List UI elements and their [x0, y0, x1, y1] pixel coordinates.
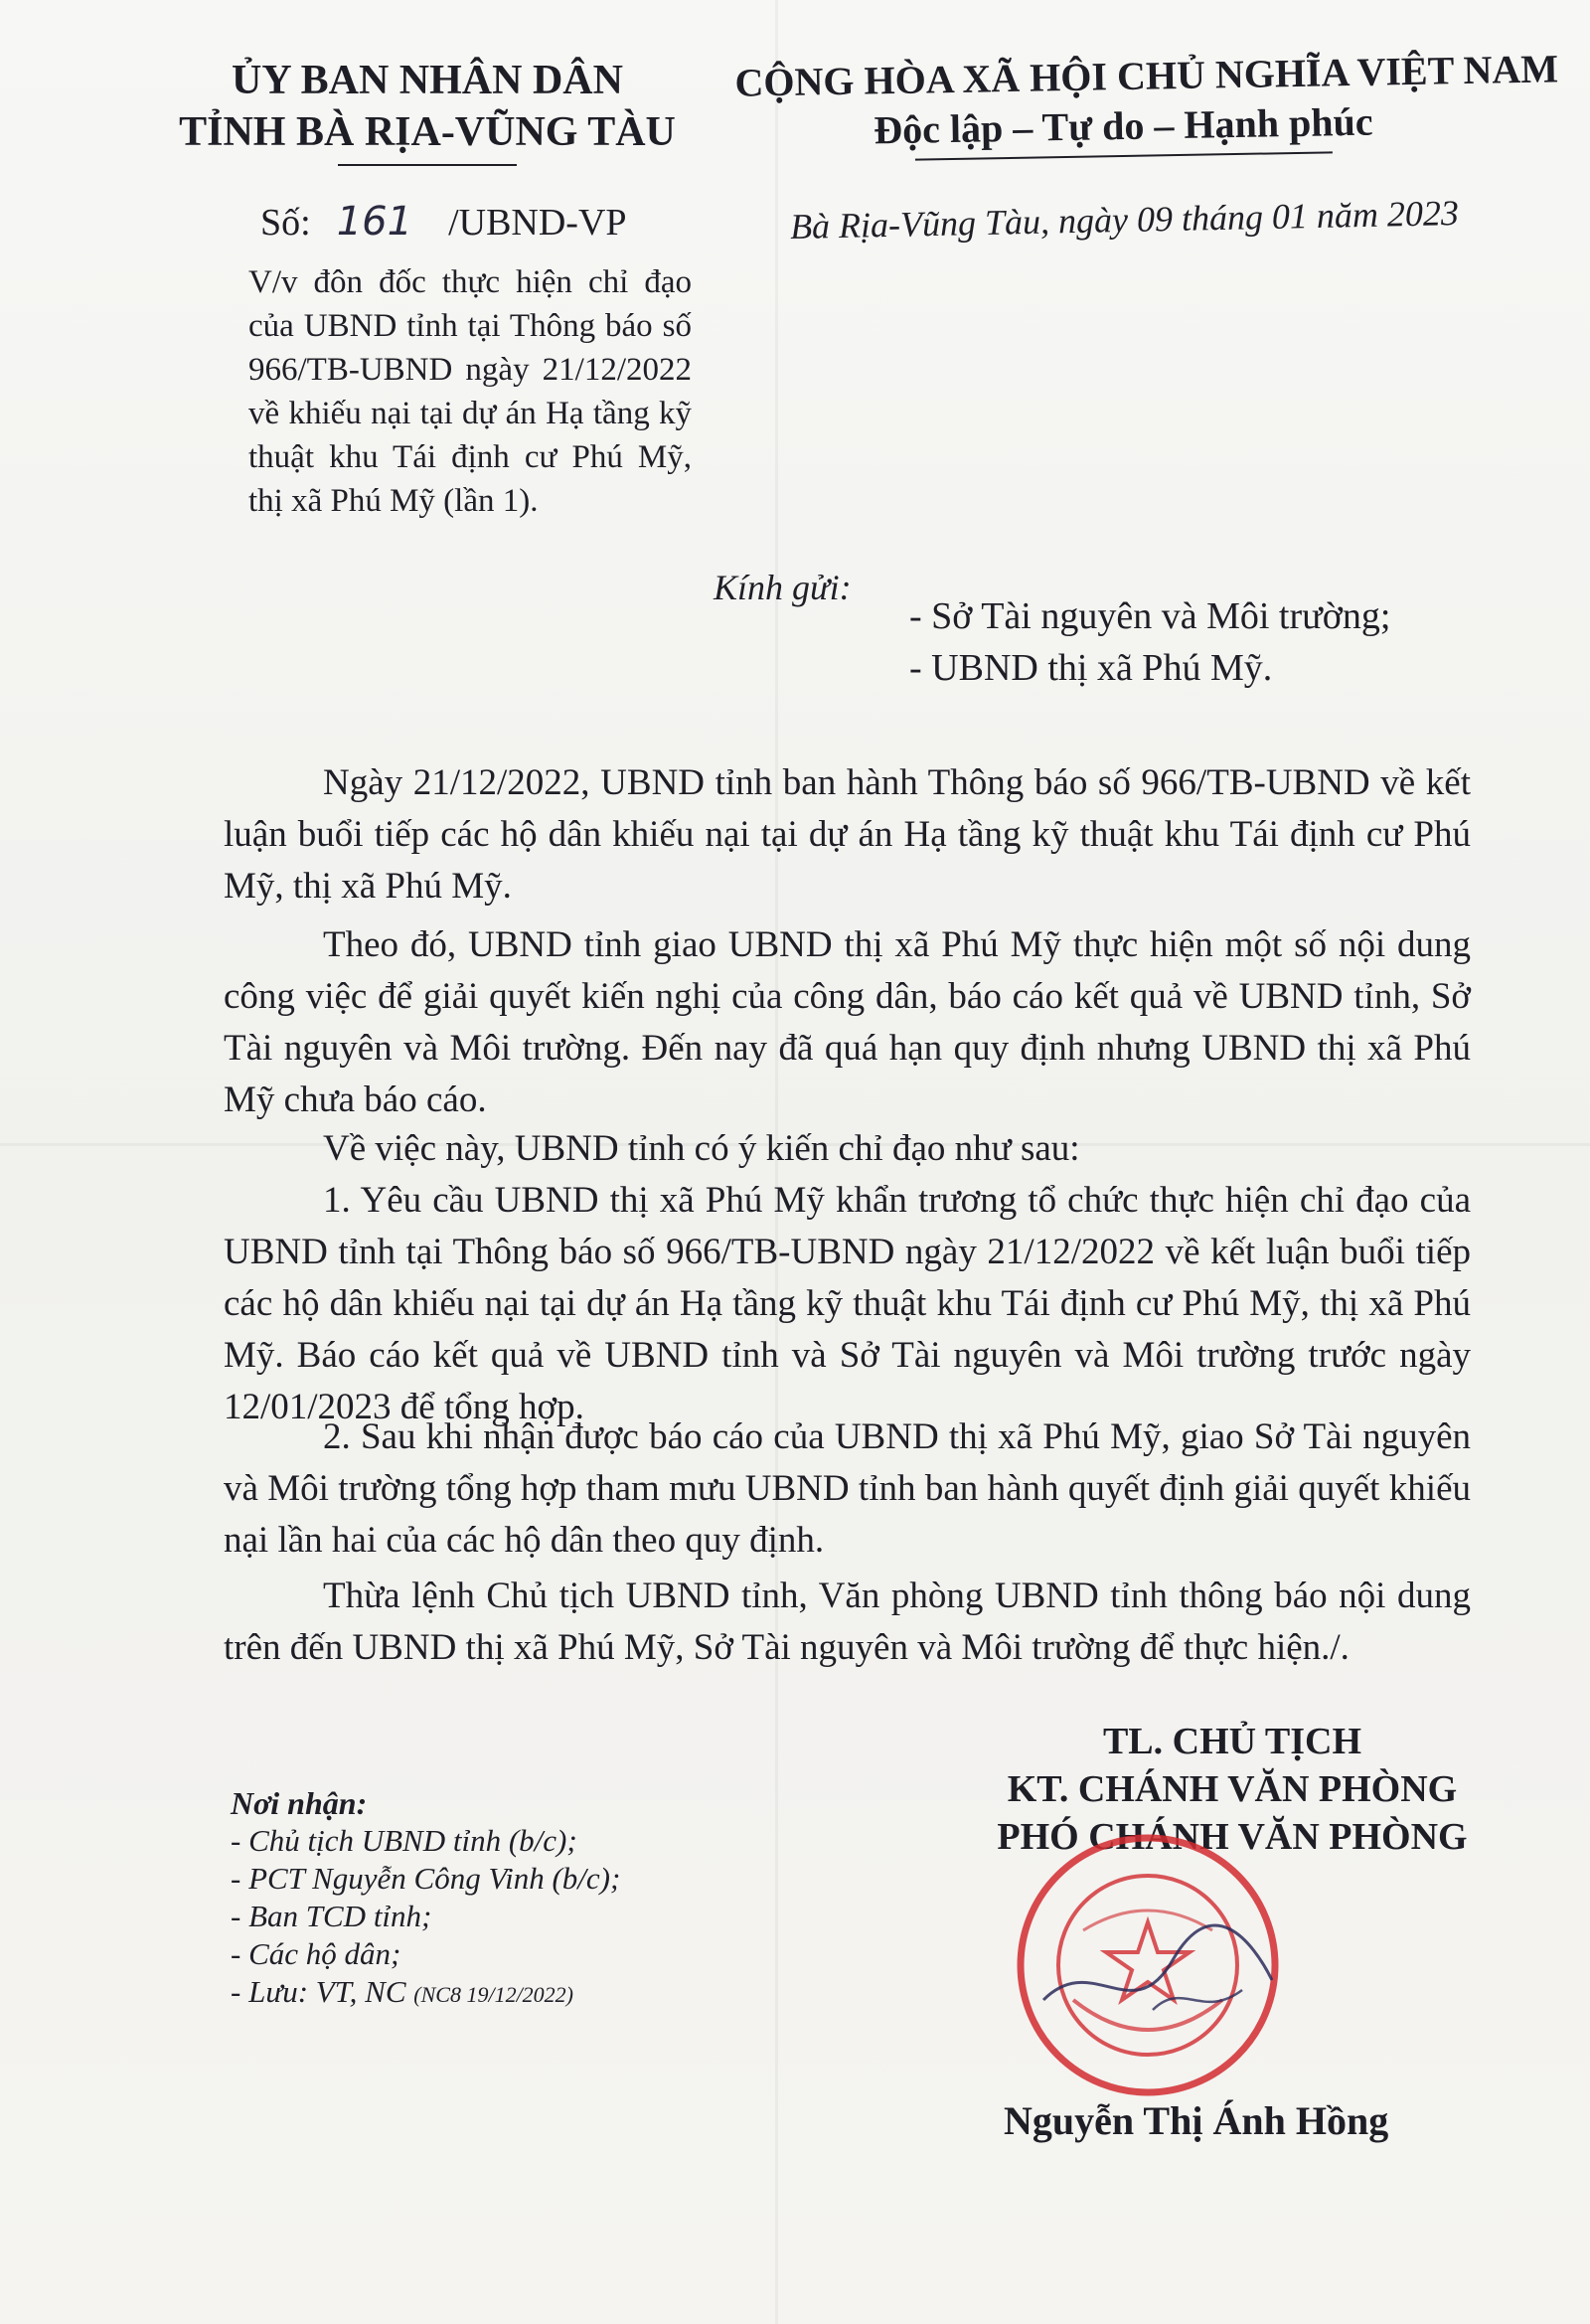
signature-line-1: TL. CHỦ TỊCH [1102, 1721, 1362, 1762]
distribution-item: - PCT Nguyễn Công Vinh (b/c); [231, 1861, 621, 1896]
recipients-label: Kính gửi: [714, 568, 852, 607]
recipient-item: - UBND thị xã Phú Mỹ. [909, 647, 1273, 689]
issuing-organization [149, 55, 706, 166]
so-label: Số: [260, 202, 311, 244]
org-line-1: ỦY BAN NHÂN DÂN [232, 58, 623, 103]
org-underline [338, 164, 517, 166]
distribution-item: - Các hộ dân; [231, 1936, 401, 1971]
distribution-item-luu [231, 1973, 620, 2014]
body-paragraph: Theo đó, UBND tỉnh giao UBND thị xã Phú Mỹ thực hiện một số nội dung công việc để giải quyết kiến nghị của công dân, báo cáo kết quả về UBND tỉnh, Sở Tài nguyên và Môi trường. Đến nay đã quá hạn quy định nhưng UBND thị xã Phú Mỹ chưa báo cáo. [224, 924, 1471, 1120]
signer-name: Nguyễn Thị Ánh Hồng [1004, 2098, 1389, 2143]
signature-line-3: PHÓ CHÁNH VĂN PHÒNG [997, 1816, 1468, 1858]
distribution-title: Nơi nhận: [231, 1785, 368, 1821]
recipient-item: - Sở Tài nguyên và Môi trường; [909, 595, 1391, 637]
luu-reference: (NC8 19/12/2022) [413, 1982, 574, 2007]
body-paragraph: 1. Yêu cầu UBND thị xã Phú Mỹ khẩn trương tổ chức thực hiện chỉ đạo của UBND tỉnh tại Thông báo số 966/TB-UBND ngày 21/12/2022 về kết luận buổi tiếp các hộ dân khiếu nại tại dự án Hạ tầng kỹ thuật khu Tái định cư Phú Mỹ, thị xã Phú Mỹ. Báo cáo kết quả về UBND tỉnh và Sở Tài nguyên và Môi trường trước ngày 12/01/2023 để tổng hợp. [224, 1180, 1471, 1427]
distribution-item: - Ban TCD tỉnh; [231, 1899, 432, 1933]
body-paragraph: Ngày 21/12/2022, UBND tỉnh ban hành Thông báo số 966/TB-UBND về kết luận buổi tiếp các hộ dân khiếu nại tại dự án Hạ tầng kỹ thuật khu Tái định cư Phú Mỹ, thị xã Phú Mỹ. [224, 762, 1471, 907]
nation-motto: Độc lập – Tự do – Hạnh phúc [873, 98, 1373, 153]
signature-line-2: KT. CHÁNH VĂN PHÒNG [1007, 1768, 1458, 1810]
nation-name: CỘNG HÒA XÃ HỘI CHỦ NGHĨA VIỆT NAM [734, 46, 1559, 105]
body-paragraph: Về việc này, UBND tỉnh có ý kiến chỉ đạo như sau: [323, 1128, 1080, 1169]
distribution-list [231, 1784, 620, 2014]
org-line-2: TỈNH BÀ RỊA-VŨNG TÀU [179, 109, 676, 155]
document-subject: V/v đôn đốc thực hiện chỉ đạo của UBND tỉnh tại Thông báo số 966/TB-UBND ngày 21/12/2022 về khiếu nại tại dự án Hạ tầng kỹ thuật khu Tái định cư Phú Mỹ, thị xã Phú Mỹ (lần 1). [248, 264, 692, 519]
luu-label: - Lưu: VT, NC [231, 1974, 406, 2009]
so-number-handwritten: 161 [336, 199, 413, 245]
body-paragraph: Thừa lệnh Chủ tịch UBND tỉnh, Văn phòng UBND tỉnh thông báo nội dung trên đến UBND thị xã Phú Mỹ, Sở Tài nguyên và Môi trường để thực hiện./. [224, 1576, 1471, 1668]
document-number [260, 199, 627, 245]
distribution-item: - Chủ tịch UBND tỉnh (b/c); [231, 1823, 577, 1858]
so-suffix: /UBND-VP [448, 202, 627, 244]
issue-date: Bà Rịa-Vũng Tàu, ngày 09 tháng 01 năm 2023 [789, 192, 1460, 248]
national-motto [734, 45, 1559, 164]
official-seal-icon [1004, 1831, 1292, 2099]
body-paragraph: 2. Sau khi nhận được báo cáo của UBND thị xã Phú Mỹ, giao Sở Tài nguyên và Môi trường tổng hợp tham mưu UBND tỉnh ban hành quyết định giải quyết khiếu nại lần hai của các hộ dân theo quy định. [224, 1416, 1471, 1561]
